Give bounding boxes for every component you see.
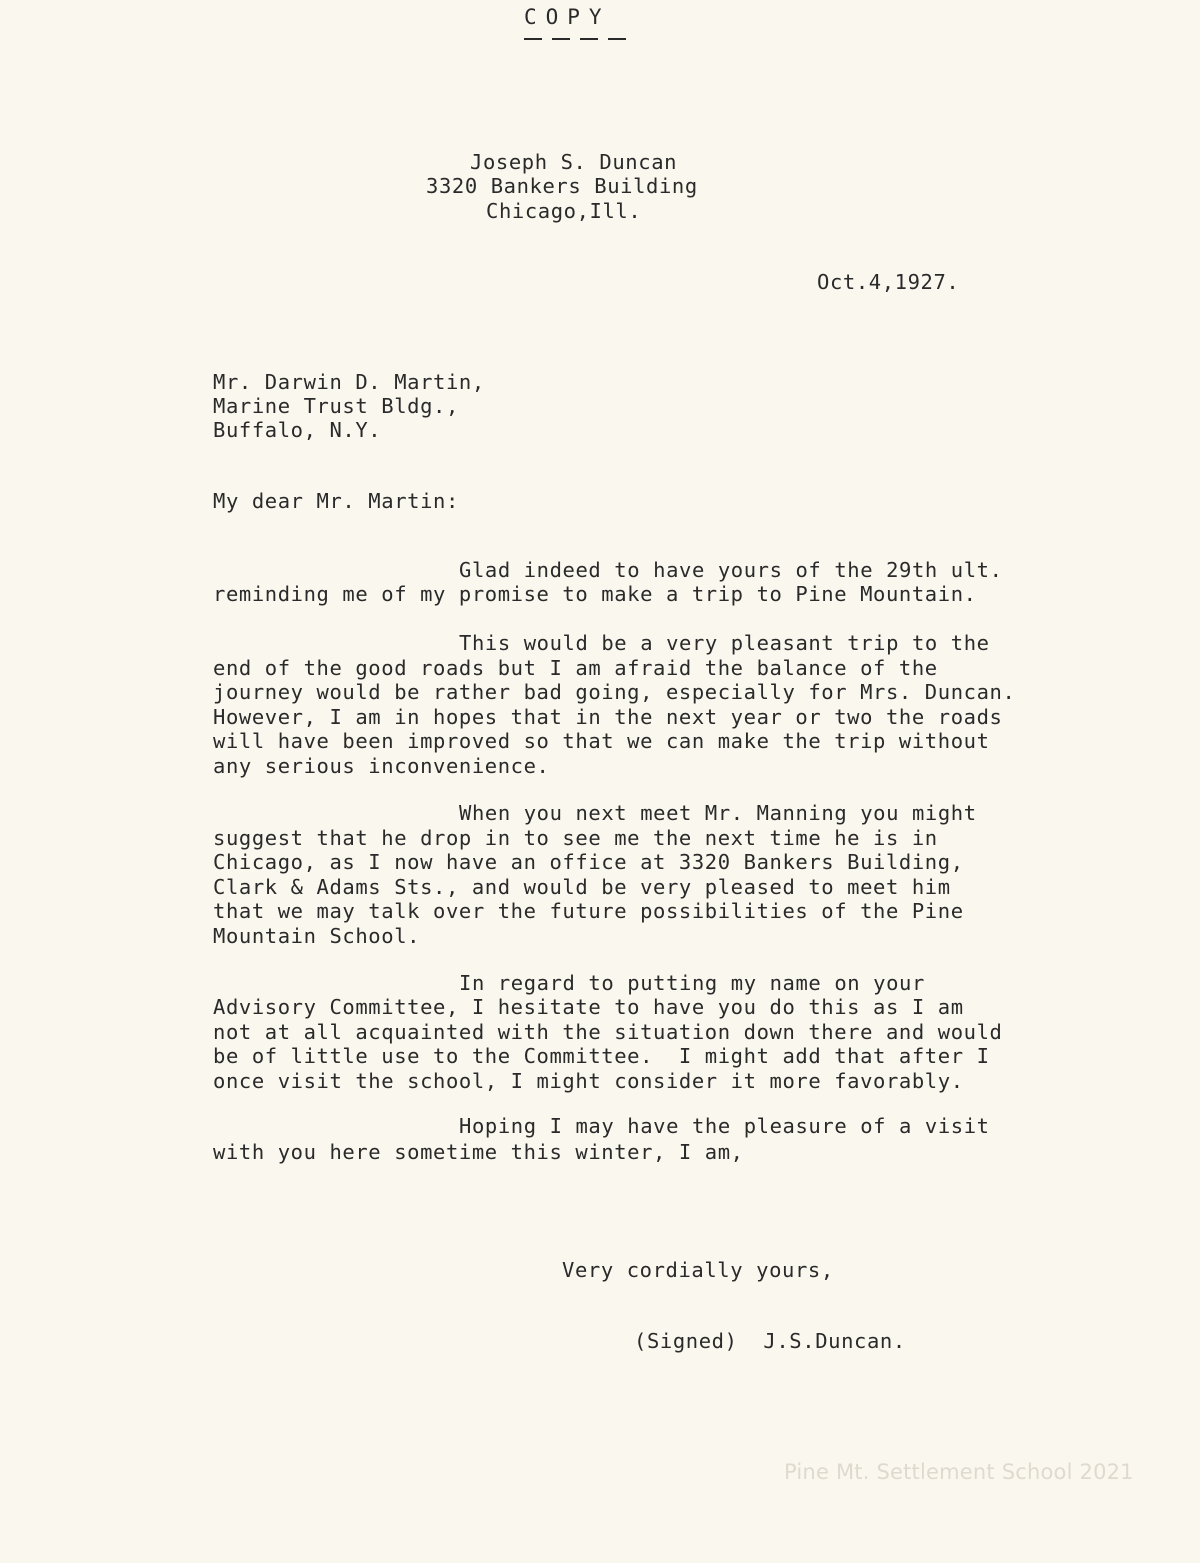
paragraph-line: that we may talk over the future possibilities of the Pine <box>213 899 964 923</box>
sender-city: Chicago,Ill. <box>486 199 642 223</box>
paragraph-line: once visit the school, I might consider it more favorably. <box>213 1069 964 1093</box>
sender-name: Joseph S. Duncan <box>470 150 678 174</box>
watermark: Pine Mt. Settlement School 2021 <box>784 1460 1134 1484</box>
closing: Very cordially yours, <box>562 1258 834 1282</box>
signature-line: (Signed) J.S.Duncan. <box>634 1329 906 1353</box>
copy-label: COPY <box>524 5 611 29</box>
paragraph-line: any serious inconvenience. <box>213 754 550 778</box>
sender-address: 3320 Bankers Building <box>426 174 698 198</box>
paragraph-line: Advisory Committee, I hesitate to have you do this as I am <box>213 995 964 1019</box>
paragraph-line: not at all acquainted with the situation down there and would <box>213 1020 1003 1044</box>
paragraph-line: with you here sometime this winter, I am, <box>213 1140 744 1164</box>
paragraph-line: However, I am in hopes that in the next year or two the roads <box>213 705 1003 729</box>
paragraph-line: Clark & Adams Sts., and would be very pleased to meet him <box>213 875 951 899</box>
paragraph-line: be of little use to the Committee. I might add that after I <box>213 1044 990 1068</box>
paragraph-line: suggest that he drop in to see me the next time he is in <box>213 826 938 850</box>
paragraph-line: This would be a very pleasant trip to the <box>459 631 990 655</box>
copy-underline <box>524 38 630 40</box>
paragraph-line: When you next meet Mr. Manning you might <box>459 801 977 825</box>
paragraph-line: Chicago, as I now have an office at 3320 Bankers Building, <box>213 850 964 874</box>
recipient-city: Buffalo, N.Y. <box>213 418 382 442</box>
paragraph-line: will have been improved so that we can make the trip without <box>213 729 990 753</box>
salutation: My dear Mr. Martin: <box>213 489 459 513</box>
recipient-name: Mr. Darwin D. Martin, <box>213 370 485 394</box>
paragraph-line: journey would be rather bad going, especially for Mrs. Duncan. <box>213 680 1016 704</box>
recipient-address: Marine Trust Bldg., <box>213 394 459 418</box>
paragraph-line: Hoping I may have the pleasure of a visit <box>459 1114 990 1138</box>
paragraph-line: reminding me of my promise to make a trip to Pine Mountain. <box>213 582 977 606</box>
paragraph-line: In regard to putting my name on your <box>459 971 925 995</box>
paragraph-line: Glad indeed to have yours of the 29th ult. <box>459 558 1003 582</box>
paragraph-line: end of the good roads but I am afraid the balance of the <box>213 656 938 680</box>
letter-date: Oct.4,1927. <box>817 270 960 294</box>
paragraph-line: Mountain School. <box>213 924 421 948</box>
